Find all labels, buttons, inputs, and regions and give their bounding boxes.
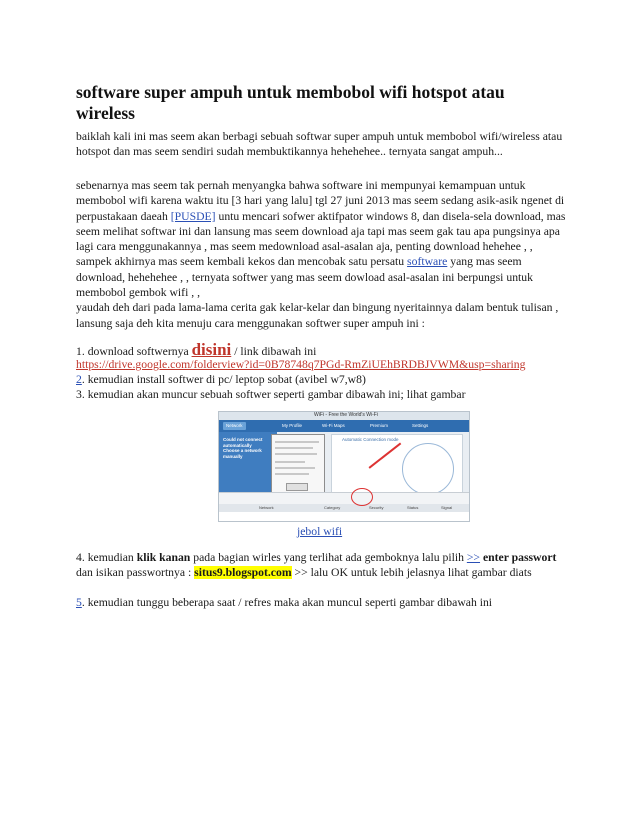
screenshot-col-network: Network <box>259 505 274 510</box>
disini-link[interactable]: disini <box>191 340 232 359</box>
step-2-text: . kemudian install softwer di pc/ leptop sobat (avibel w7,w8) <box>81 373 366 386</box>
screenshot-tabbar <box>219 420 469 432</box>
screenshot-tab-settings: Settings <box>412 423 429 428</box>
step-1-suffix: / link dibawah ini <box>231 345 317 358</box>
software-screenshot <box>218 411 470 522</box>
step-1 <box>76 340 316 360</box>
story-text-c: yang mas seem download, hehehehee , , ternyata softwer yang mas seem dowload asal-asalan ini berpungsi untuk membobol gembok wifi , , <box>76 255 533 300</box>
dialog-line <box>275 473 309 475</box>
screenshot-tab-maps: Wi-Fi Maps <box>322 423 345 428</box>
story-text-a: sebenarnya mas seem tak pernah menyangka bahwa software ini mempunyai kemampuan untuk membobol wifi karena waktu itu [3 hari yang lalu] tgl 27 juni 2013 mas seem sedang asik-asik ngenet di perpustakaan daeah <box>76 179 565 223</box>
step-5-number-link[interactable]: 5 <box>76 596 82 609</box>
screenshot-list-header <box>219 504 469 512</box>
step-4-arrow-link[interactable]: >> <box>466 551 481 564</box>
screenshot-tab-network: Network <box>223 422 246 430</box>
dialog-line <box>275 441 319 443</box>
password-highlight: situs9.blogspot.com <box>194 566 292 580</box>
screenshot-dialog <box>271 434 325 494</box>
red-circle-annotation <box>351 488 373 506</box>
screenshot-list-footer <box>219 512 469 521</box>
screenshot-window-title: WiFi - Free the World's Wi-Fi <box>314 412 378 418</box>
step-4-a: 4. kemudian <box>76 551 137 564</box>
screenshot-left-panel-text: Could not connect automatically Choose a network manually <box>223 437 263 459</box>
screenshot-col-status: Status <box>407 505 419 510</box>
screenshot-col-security: Security <box>369 505 384 510</box>
dialog-line <box>275 467 315 469</box>
step-4-b: pada bagian wirles yang terlihat ada gemboknya lalu pilih <box>190 551 467 564</box>
step-1-prefix: 1. download softwernya <box>76 345 192 358</box>
step-2 <box>76 373 366 386</box>
intro-paragraph: baiklah kali ini mas seem akan berbagi sebuah softwar super ampuh untuk membobol wifi/wireless atau hotspot dan mas seem sendiri sudah membuktikannya hehehehee.. ternyata sangat ampuh... <box>76 130 563 159</box>
screenshot-tab-premium: Premium <box>370 423 389 428</box>
step-4 <box>76 550 568 581</box>
story-text-b: untu mencari sofwer aktifpator windows 8, dan disela-sela download, mas seem melihat softwar ini dan lansung mas seem download aja tapi mas seem gak tau apa pungsinya apa lagi cara menggunakannya , mas seem medownload asal-asalan aja, penting download hehehee , , sampek akhirnya mas seem kembali kekos dan mencobak satu persatu <box>76 209 566 269</box>
pusde-link[interactable]: [PUSDE] <box>170 209 216 223</box>
step-4-c: dan isikan passwortnya : <box>76 566 195 580</box>
screenshot-graph-title: Automatic Connection mode <box>342 437 399 442</box>
screenshot-tab-profile: My Profile <box>282 423 303 428</box>
step-2-number-link[interactable]: 2 <box>76 373 82 386</box>
step-5-text: . kemudian tunggu beberapa saat / refres maka akan muncul seperti gambar dibawah ini <box>81 596 493 609</box>
step-4-d: >> lalu OK untuk lebih jelasnya lihat gambar diats <box>291 566 532 580</box>
screenshot-titlebar <box>219 412 469 420</box>
step-4-bold-enter: enter passwort <box>480 551 557 564</box>
software-link[interactable]: software <box>407 255 448 269</box>
drive-url-link[interactable]: https://drive.google.com/folderview?id=0B78748q7PGd-RmZiUEhBRDBJVWM&usp=sharing <box>76 358 526 371</box>
screenshot-left-panel <box>219 432 277 492</box>
graph-arc <box>402 443 454 495</box>
image-caption-link[interactable]: jebol wifi <box>297 525 343 538</box>
story-paragraph <box>76 178 568 331</box>
screenshot-col-category: Category <box>324 505 341 510</box>
page-title: software super ampuh untuk membobol wifi hotspot atau wireless <box>76 82 505 123</box>
screenshot-col-signal: Signal <box>441 505 453 510</box>
step-3: 3. kemudian akan muncur sebuah softwer seperti gambar dibawah ini; lihat gambar <box>76 388 466 401</box>
step-5 <box>76 596 492 609</box>
story-text-d: yaudah deh dari pada lama-lama cerita gak kelar-kelar dan bingung nyeritainnya dalam bentuk tulisan , lansung saja deh kita menuju cara menggunakan softwer super ampuh ini : <box>76 301 559 330</box>
dialog-line <box>275 461 305 463</box>
step-4-bold-klik: klik kanan <box>136 551 191 564</box>
dialog-line <box>275 447 313 449</box>
dialog-line <box>275 453 317 455</box>
dialog-button <box>286 483 308 491</box>
